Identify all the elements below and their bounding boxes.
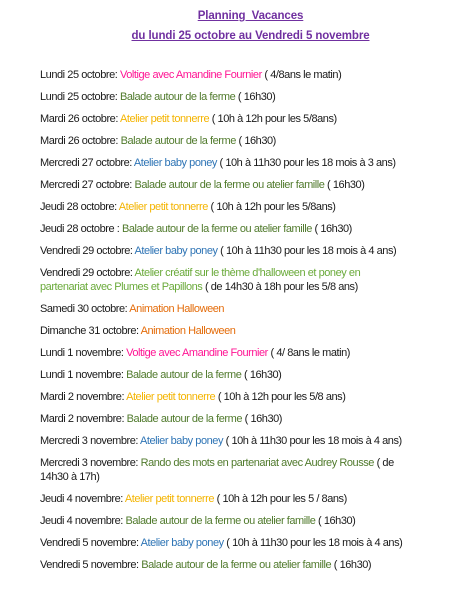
- schedule-entry: [40, 492, 461, 506]
- entry-details: ( 16h30): [235, 91, 276, 103]
- entry-details: ( de 14h30 à 18h pour les 5/8 ans): [202, 281, 358, 293]
- schedule-entry: [40, 112, 461, 126]
- entry-details: ( 16h30): [242, 413, 282, 425]
- entry-date: Mardi 2 novembre:: [40, 391, 127, 403]
- schedule-entry: [40, 134, 461, 148]
- entry-activity: Animation Halloween: [140, 325, 236, 337]
- entry-date: Vendredi 29 octobre:: [40, 245, 135, 257]
- entry-date: Mardi 2 novembre:: [40, 413, 127, 425]
- schedule-list: [40, 68, 461, 572]
- entry-details: ( de 14h30 à 17h): [40, 457, 394, 483]
- entry-details: ( 16h30): [324, 179, 365, 191]
- schedule-entry: [40, 324, 461, 338]
- entry-date: Vendredi 5 novembre:: [40, 559, 142, 571]
- schedule-entry: [40, 244, 461, 258]
- entry-date: Jeudi 4 novembre:: [40, 493, 125, 505]
- entry-activity: Balade autour de la ferme ou atelier famille: [134, 179, 325, 191]
- page-title: Planning Vacances: [197, 10, 304, 22]
- entry-details: ( 10h à 12h pour les 5 / 8ans): [214, 493, 347, 505]
- schedule-entry: [40, 412, 461, 426]
- entry-details: ( 16h30): [241, 369, 282, 381]
- entry-details: ( 4/ 8ans le matin): [267, 347, 351, 359]
- entry-date: Mardi 26 octobre:: [40, 135, 121, 147]
- entry-activity: Atelier petit tonnerre: [119, 113, 210, 125]
- schedule-entry: [40, 434, 461, 448]
- schedule-entry: [40, 178, 461, 192]
- schedule-entry: [40, 90, 461, 104]
- entry-activity: Atelier baby poney: [134, 245, 218, 257]
- entry-date: Vendredi 29 octobre:: [40, 267, 135, 279]
- schedule-entry: [40, 346, 461, 360]
- entry-details: ( 10h à 11h30 pour les 18 mois à 3 ans): [216, 157, 396, 169]
- entry-date: Mercredi 27 octobre:: [40, 157, 134, 169]
- page-subtitle: du lundi 25 octobre au Vendredi 5 novembre: [131, 30, 370, 42]
- entry-activity: Atelier baby poney: [140, 435, 224, 447]
- schedule-entry: [40, 68, 461, 82]
- schedule-entry: [40, 390, 461, 404]
- entry-activity: Balade autour de la ferme: [119, 91, 236, 103]
- entry-activity: Atelier petit tonnerre: [118, 201, 208, 213]
- schedule-entry: [40, 302, 461, 316]
- schedule-entry: [40, 536, 461, 550]
- schedule-entry: [40, 456, 410, 484]
- entry-date: Lundi 1 novembre:: [40, 369, 127, 381]
- entry-date: Lundi 25 octobre:: [40, 69, 120, 81]
- entry-activity: Voltige avec Amandine Fournier: [126, 347, 268, 359]
- entry-activity: Atelier petit tonnerre: [126, 391, 216, 403]
- entry-activity: Balade autour de la ferme ou atelier famille: [121, 223, 312, 235]
- entry-activity: Balade autour de la ferme: [120, 135, 236, 147]
- entry-date: Mardi 26 octobre:: [40, 113, 120, 125]
- schedule-entry: [40, 266, 410, 294]
- entry-details: ( 16h30): [311, 223, 352, 235]
- entry-activity: Atelier baby poney: [133, 157, 217, 169]
- entry-activity: Animation Halloween: [129, 303, 225, 315]
- entry-details: ( 16h30): [315, 515, 356, 527]
- entry-details: ( 10h à 11h30 pour les 18 mois à 4 ans): [223, 435, 402, 447]
- schedule-entry: [40, 156, 461, 170]
- entry-activity: Atelier créatif sur le thème d'halloween et poney en partenariat avec Plumes et Papillons: [40, 267, 361, 293]
- entry-date: Jeudi 4 novembre:: [40, 515, 126, 527]
- entry-date: Dimanche 31 octobre:: [40, 325, 141, 337]
- entry-date: Lundi 25 octobre:: [40, 91, 120, 103]
- entry-activity: Atelier baby poney: [140, 537, 224, 549]
- entry-date: Jeudi 28 octobre:: [40, 201, 119, 213]
- entry-date: Lundi 1 novembre:: [40, 347, 127, 359]
- entry-details: ( 10h à 11h30 pour les 18 mois à 4 ans): [217, 245, 397, 257]
- entry-activity: Balade autour de la ferme ou atelier famille: [141, 559, 332, 571]
- entry-activity: Balade autour de la ferme: [126, 369, 242, 381]
- entry-activity: Balade autour de la ferme ou atelier famille: [125, 515, 316, 527]
- entry-date: Jeudi 28 octobre :: [40, 223, 122, 235]
- entry-date: Mercredi 27 octobre:: [40, 179, 135, 191]
- entry-date: Vendredi 5 novembre:: [40, 537, 141, 549]
- schedule-entry: [40, 514, 461, 528]
- schedule-entry: [40, 558, 461, 572]
- schedule-entry: [40, 368, 461, 382]
- entry-activity: Voltige avec Amandine Fournier: [119, 69, 262, 81]
- entry-activity: Balade autour de la ferme: [126, 413, 243, 425]
- entry-details: ( 16h30): [235, 135, 276, 147]
- entry-details: ( 10h à 12h pour les 5/8ans): [207, 201, 336, 213]
- entry-activity: Rando des mots en partenariat avec Audrey Rousse: [140, 457, 374, 469]
- entry-date: Mercredi 3 novembre:: [40, 457, 141, 469]
- entry-activity: Atelier petit tonnerre: [124, 493, 215, 505]
- schedule-entry: [40, 222, 461, 236]
- entry-date: Samedi 30 octobre:: [40, 303, 130, 315]
- entry-details: ( 10h à 12h pour les 5/8 ans): [215, 391, 346, 403]
- entry-details: ( 10h à 12h pour les 5/8ans): [209, 113, 337, 125]
- entry-details: ( 10h à 11h30 pour les 18 mois à 4 ans): [223, 537, 403, 549]
- entry-details: ( 4/8ans le matin): [261, 69, 342, 81]
- entry-details: ( 16h30): [331, 559, 372, 571]
- schedule-entry: [40, 200, 461, 214]
- entry-date: Mercredi 3 novembre:: [40, 435, 140, 447]
